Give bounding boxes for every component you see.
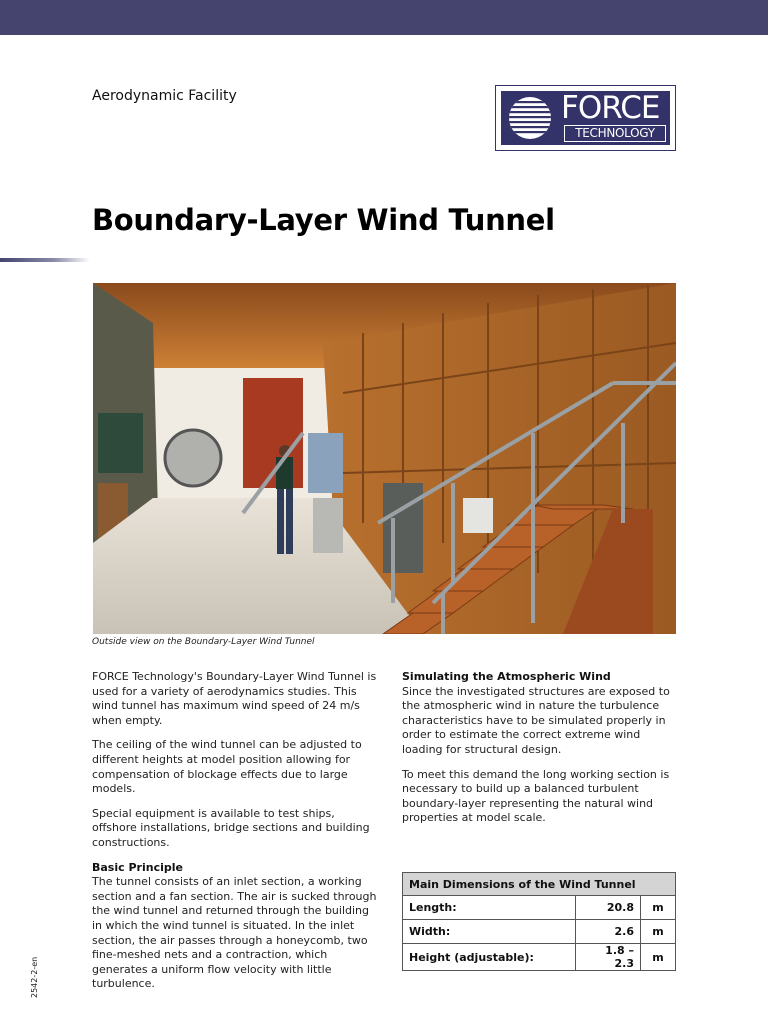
top-banner [0,0,768,35]
atmospheric-paragraph-1: Since the investigated structures are exposed to the atmospheric wind in nature the turbulence characteristics have to be simulated properly in order to estimate the correct extreme wind loading for structural design. [402,684,670,756]
intro-paragraph: FORCE Technology's Boundary-Layer Wind Tunnel is used for a variety of aerodynamics studies. This wind tunnel has maximum wind speed of 24 m/s when empty. [92,670,377,727]
ceiling-paragraph: The ceiling of the wind tunnel can be adjusted to different heights at model position allowing for compensation of blockage effects due to large models. [92,738,362,796]
row-label: Length: [403,896,576,920]
logo-tagline: TECHNOLOGY [564,125,666,142]
globe-icon [507,95,553,141]
row-label: Height (adjustable): [403,944,576,971]
photo-caption: Outside view on the Boundary-Layer Wind Tunnel [92,637,315,647]
logo-panel [501,91,670,145]
row-value: 1.8 – 2.3 [576,944,641,971]
row-unit: m [641,896,676,920]
dimensions-table [402,872,676,971]
page-title: Boundary-Layer Wind Tunnel [92,203,555,237]
table-header-row [403,873,676,896]
table-row [403,896,676,920]
atmospheric-paragraph-2: To meet this demand the long working section is necessary to build up a balanced turbulent boundary-layer representing the natural wind properties at model scale. [402,767,670,825]
table-row [403,944,676,971]
table-row [403,920,676,944]
document-code: 2542-2-en [30,956,39,998]
right-column [402,670,677,836]
row-label: Width: [403,920,576,944]
force-technology-logo [495,85,676,151]
left-column [92,670,377,1002]
section-subtitle: Aerodynamic Facility [92,88,237,104]
row-value: 20.8 [576,896,641,920]
equipment-paragraph: Special equipment is available to test ships, offshore installations, bridge sections and building constructions. [92,806,370,849]
row-unit: m [641,944,676,971]
title-accent-line [0,258,90,262]
row-unit: m [641,920,676,944]
atmospheric-wind-heading: Simulating the Atmospheric Wind [402,670,611,683]
row-value: 2.6 [576,920,641,944]
basic-principle-paragraph: The tunnel consists of an inlet section, a working section and a fan section. The air is sucked through the wind tunnel and returned through the building in which the wind tunnel is situated. In the inlet section, the air passes through a honeycomb, two fine-meshed nets and a contraction, which generates a uniform flow velocity with little turbulence. [92,875,377,991]
basic-principle-heading: Basic Principle [92,860,183,874]
logo-wordmark: FORCE [561,90,660,126]
table-header: Main Dimensions of the Wind Tunnel [403,873,676,896]
wind-tunnel-photo [93,283,676,634]
